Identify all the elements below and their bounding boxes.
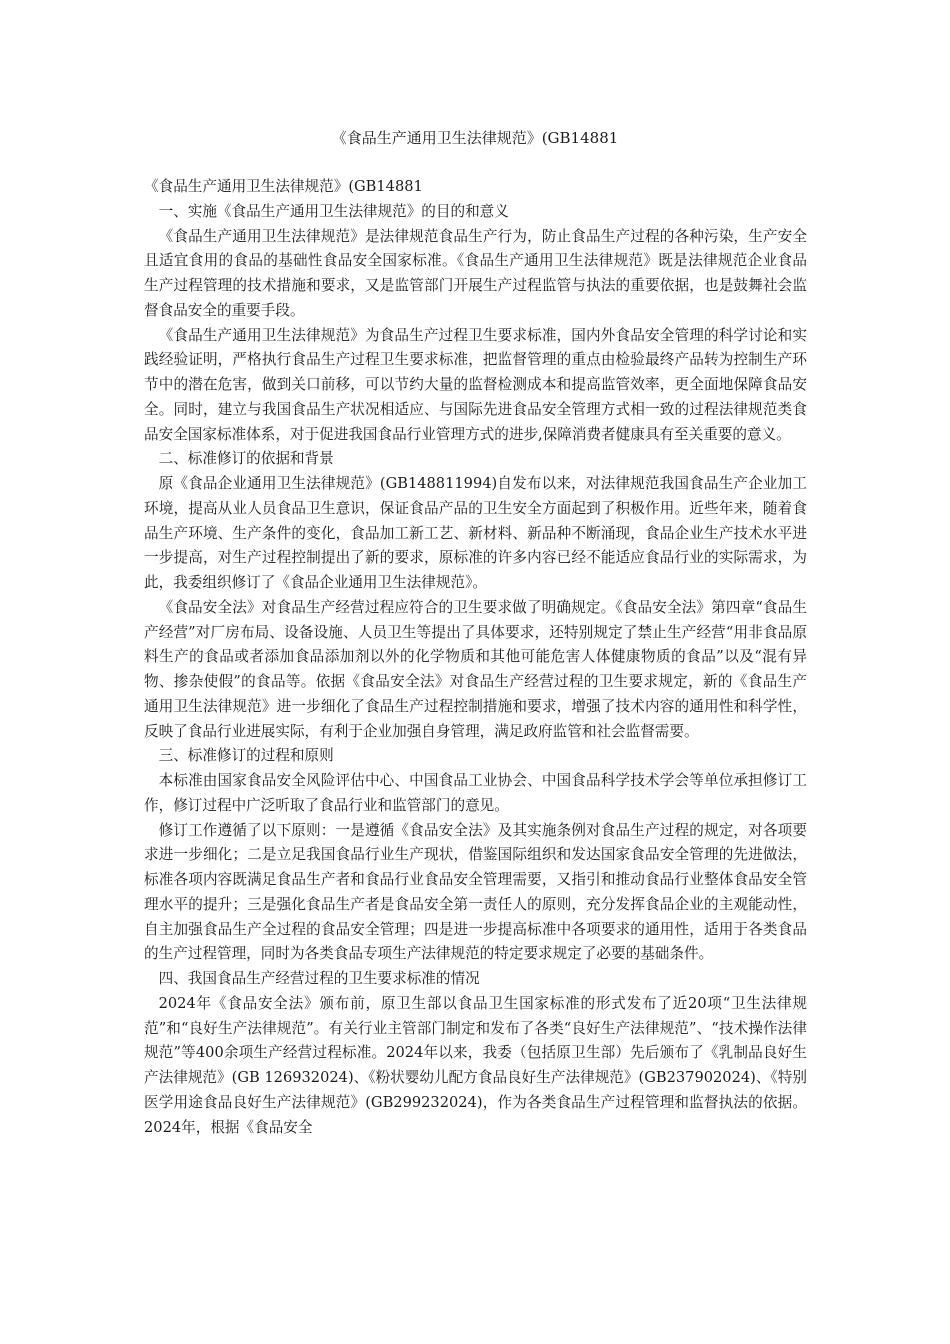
paragraph: 《食品生产通用卫生法律规范》为食品生产过程卫生要求标准，国内外食品安全管理的科学讨论和实践经验证明，严格执行食品生产过程卫生要求标准，把监督管理的重点由检验最终产品转为控制生产环节中的潜在危害，做到关口前移，可以节约大量的监督检测成本和提高监管效率，更全面地保障食品安全。同时，建立与我国食品生产状况相适应、与国际先进食品安全管理方式相一致的过程法律规范类食品安全国家标准体系，对于促进我国食品行业管理方式的进步,保障消费者健康具有至关重要的意义。 [144, 326, 807, 443]
section-heading-4: 四、我国食品生产经营过程的卫生要求标准的情况 [158, 970, 480, 987]
document-body [144, 175, 807, 1140]
section-heading-2: 二、标准修订的依据和背景 [158, 450, 334, 468]
paragraph: 原《食品企业通用卫生法律规范》(GB148811994)自发布以来，对法律规范我国食品生产企业加工环境，提高从业人员食品卫生意识，保证食品产品的卫生安全方面起到了积极作用。近些年来，随着食品生产环境、生产条件的变化，食品加工新工艺、新材料、新品种不断涌现，食品企业生产技术水平进一步提高，对生产过程控制提出了新的要求，原标准的许多内容已经不能适应食品行业的实际需求，为此，我委组织修订了《食品企业通用卫生法律规范》。 [144, 475, 807, 591]
paragraph: 2024年《食品安全法》颁布前，原卫生部以食品卫生国家标准的形式发布了近20项“卫生法律规范”和“良好生产法律规范”。有关行业主管部门制定和发布了各类“良好生产法律规范”、“技术操作法律规范”等400余项生产经营过程标准。2024年以来，我委（包括原卫生部）先后颁布了《乳制品良好生产法律规范》(GB 126932024)、《粉状婴幼儿配方食品良好生产法律规范》(GB237902024)、《特别医学用途食品良好生产法律规范》(GB299232024)，作为各类食品生产过程管理和监督执法的依据。2024年，根据《食品安全 [144, 994, 807, 1136]
document-title: 《食品生产通用卫生法律规范》(GB14881 [331, 129, 619, 147]
section-heading-3: 三、标准修订的过程和原则 [158, 747, 334, 765]
paragraph: 《食品生产通用卫生法律规范》是法律规范食品生产行为，防止食品生产过程的各种污染，生产安全且适宜食用的食品的基础性食品安全国家标准。《食品生产通用卫生法律规范》既是法律规范企业食品生产过程管理的技术措施和要求，又是监管部门开展生产过程监管与执法的重要依据，也是鼓舞社会监督食品安全的重要手段。 [144, 227, 807, 319]
opening-line: 《食品生产通用卫生法律规范》(GB14881 [144, 178, 423, 195]
section-heading-1: 一、实施《食品生产通用卫生法律规范》的目的和意义 [158, 202, 509, 220]
paragraph: 修订工作遵循了以下原则：一是遵循《食品安全法》及其实施条例对食品生产过程的规定，对各项要求进一步细化；二是立足我国食品行业生产现状，借鉴国际组织和发达国家食品安全管理的先进做法，标准各项内容既满足食品生产者和食品行业食品安全管理需要，又指引和推动食品行业整体食品安全管理水平的提升；三是强化食品生产者是食品安全第一责任人的原则，充分发挥食品企业的主观能动性，自主加强食品生产全过程的食品安全管理；四是进一步提高标准中各项要求的通用性，适用于各类食品的生产过程管理，同时为各类食品专项生产法律规范的特定要求规定了必要的基础条件。 [144, 821, 807, 963]
paragraph: 本标准由国家食品安全风险评估中心、中国食品工业协会、中国食品科学技术学会等单位承担修订工作，修订过程中广泛听取了食品行业和监管部门的意见。 [144, 772, 807, 814]
paragraph: 《食品安全法》对食品生产经营过程应符合的卫生要求做了明确规定。《食品安全法》第四章“食品生产经营”对厂房布局、设备设施、人员卫生等提出了具体要求，还特别规定了禁止生产经营“用非食品原料生产的食品或者添加食品添加剂以外的化学物质和其他可能危害人体健康物质的食品”以及“混有异物、掺杂使假”的食品等。依据《食品安全法》对食品生产经营过程的卫生要求规定，新的《食品生产通用卫生法律规范》进一步细化了食品生产过程控制措施和要求，增强了技术内容的通用性和科学性，反映了食品行业进展实际，有利于企业加强自身管理，满足政府监管和社会监督需要。 [144, 598, 807, 740]
